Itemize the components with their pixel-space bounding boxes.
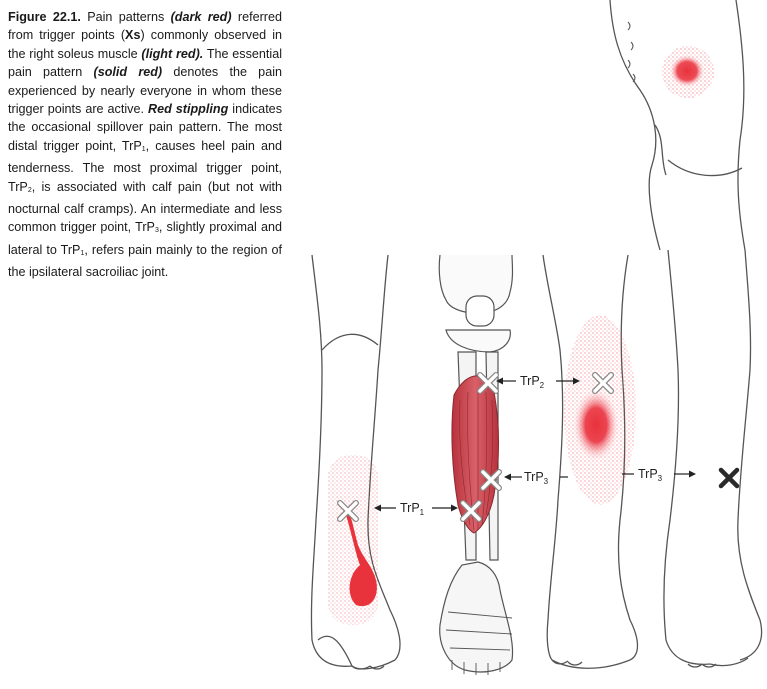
caption-text: ) commonly observed in the right soleus muscle bbox=[8, 28, 282, 61]
caption-sub: 1 bbox=[80, 249, 85, 257]
sacroiliac-pain-area bbox=[669, 54, 705, 88]
caption-text: , is associated with calf pain (but not with nocturnal calf cramps). An intermediate and less common trigger point, TrP bbox=[8, 179, 282, 235]
trigger-point-markers bbox=[340, 375, 737, 519]
caption-sub: 3 bbox=[154, 227, 159, 235]
caption-xs: Xs bbox=[125, 28, 141, 43]
caption-text: Pain patterns bbox=[80, 10, 171, 24]
trp1-label: TrP$_1$ bbox=[400, 501, 425, 517]
caption-text: , causes heel pain and tenderness. The most proximal trigger point, TrP bbox=[8, 138, 282, 194]
caption-sub: 1 bbox=[141, 145, 146, 153]
caption-text: referred from trigger points ( bbox=[8, 10, 282, 43]
caption-stippling: Red stippling bbox=[147, 102, 229, 117]
trp2-label: TrP$_2$ bbox=[520, 374, 545, 390]
caption-text: The essential pain pattern bbox=[8, 46, 282, 80]
caption-solid-red: (solid red) bbox=[93, 65, 163, 80]
caption-text: , slightly proximal and lateral to TrP bbox=[8, 220, 283, 257]
figure-label: Figure 22.1. bbox=[8, 10, 81, 24]
trp3-back-marker bbox=[721, 470, 737, 486]
calf-pain-area bbox=[572, 387, 620, 463]
caption-light-red: (light red). bbox=[141, 46, 204, 61]
caption-text: denotes the pain experienced by nearly everyone in whom these trigger points are active. bbox=[8, 65, 282, 117]
trp-labels bbox=[374, 378, 696, 512]
buttock-view bbox=[610, 0, 745, 250]
caption-text: indicates the occasional spillover pain pattern. The most distal trigger point, TrP bbox=[8, 102, 282, 153]
caption-sub: 2 bbox=[27, 186, 32, 194]
caption-dark-red: (dark red) bbox=[170, 10, 232, 24]
caption-text: , refers pain mainly to the region of the ipsilateral sacroiliac joint. bbox=[8, 242, 282, 280]
leg-back-view bbox=[664, 250, 762, 667]
trp3-back-label: TrP$_3$ bbox=[638, 467, 663, 483]
trp3-label: TrP$_3$ bbox=[524, 470, 549, 486]
